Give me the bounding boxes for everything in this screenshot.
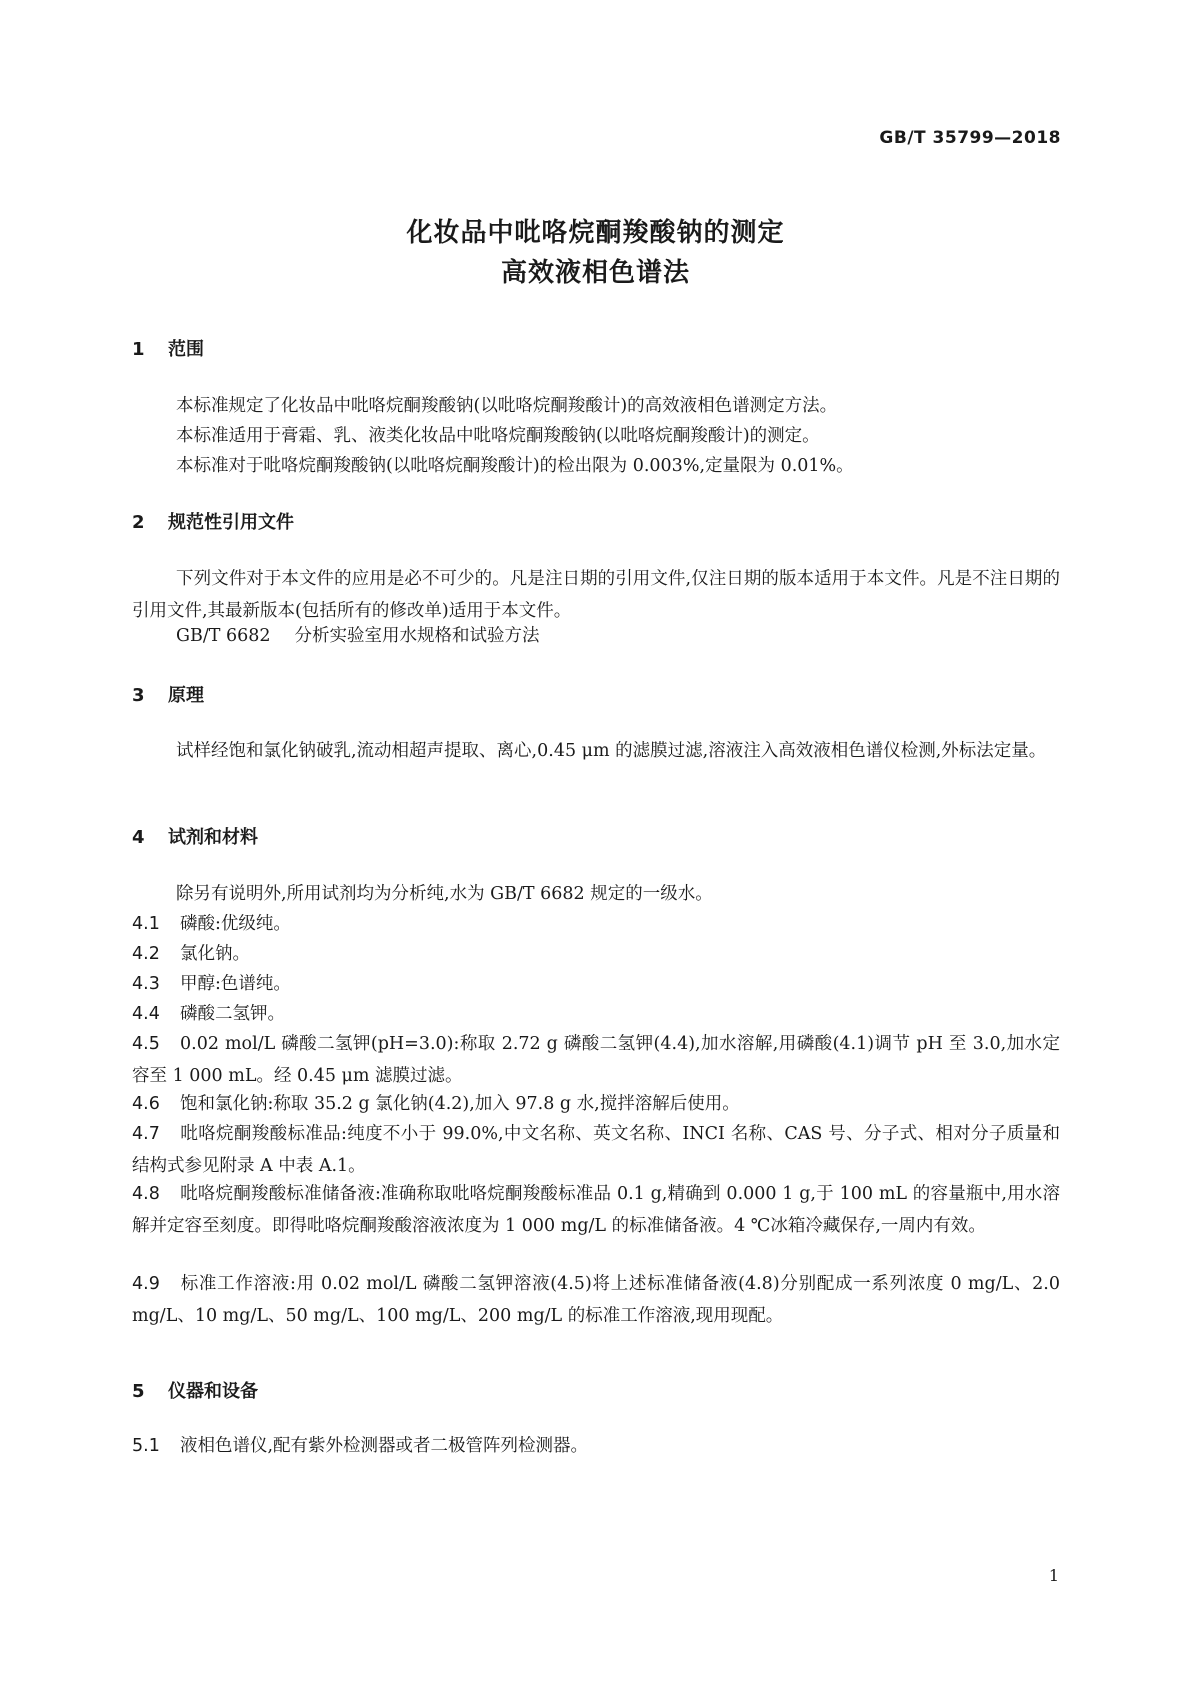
page-number: 1	[1048, 1566, 1059, 1585]
section-heading-scope	[132, 335, 204, 361]
standard-code: GB/T 35799—2018	[879, 128, 1061, 148]
document-title: 化妆品中吡咯烷酮羧酸钠的测定	[406, 218, 785, 248]
section-title: 试剂和材料	[168, 827, 258, 848]
reference-title: 分析实验室用水规格和试验方法	[294, 626, 540, 646]
reference-code: GB/T 6682	[176, 626, 271, 646]
reagent-item: 4.8 吡咯烷酮羧酸标准储备液:准确称取吡咯烷酮羧酸标准品 0.1 g,精确到 0.000 1 g,于 100 mL 的容量瓶中,用水溶解并定容至刻度。即得吡咯烷酮羧酸溶液浓度为 1 000 mg/L 的标准储备液。4 ℃冰箱冷藏保存,一周内有效。	[132, 1184, 1060, 1236]
reagent-item: 4.4 磷酸二氢钾。	[132, 1004, 285, 1024]
scope-line: 本标准适用于膏霜、乳、液类化妆品中吡咯烷酮羧酸钠(以吡咯烷酮羧酸计)的测定。	[176, 426, 820, 446]
section-number: 4	[132, 827, 145, 848]
section-title: 规范性引用文件	[168, 512, 294, 533]
reference-entry	[176, 622, 540, 647]
references-paragraph: 下列文件对于本文件的应用是必不可少的。凡是注日期的引用文件,仅注日期的版本适用于本文件。凡是不注日期的引用文件,其最新版本(包括所有的修改单)适用于本文件。	[132, 569, 1060, 621]
section-number: 2	[132, 512, 145, 533]
reagent-item: 4.1 磷酸:优级纯。	[132, 914, 291, 934]
reagent-item: 4.9 标准工作溶液:用 0.02 mol/L 磷酸二氢钾溶液(4.5)将上述标准储备液(4.8)分别配成一系列浓度 0 mg/L、2.0 mg/L、10 mg/L、50 mg/L、100 mg/L、200 mg/L 的标准工作溶液,现用现配。	[132, 1274, 1060, 1326]
apparatus-item: 5.1 液相色谱仪,配有紫外检测器或者二极管阵列检测器。	[132, 1436, 589, 1456]
section-number: 3	[132, 685, 145, 706]
reagents-intro: 除另有说明外,所用试剂均为分析纯,水为 GB/T 6682 规定的一级水。	[176, 884, 713, 904]
section-title: 范围	[168, 339, 204, 360]
document-subtitle: 高效液相色谱法	[500, 258, 690, 288]
scope-line: 本标准规定了化妆品中吡咯烷酮羧酸钠(以吡咯烷酮羧酸计)的高效液相色谱测定方法。	[176, 396, 838, 416]
reagent-item: 4.3 甲醇:色谱纯。	[132, 974, 291, 994]
scope-line: 本标准对于吡咯烷酮羧酸钠(以吡咯烷酮羧酸计)的检出限为 0.003%,定量限为 0.01%。	[176, 456, 854, 476]
section-title: 原理	[168, 685, 204, 706]
section-heading-reagents	[132, 823, 258, 849]
reagent-item: 4.6 饱和氯化钠:称取 35.2 g 氯化钠(4.2),加入 97.8 g 水,搅拌溶解后使用。	[132, 1094, 740, 1114]
section-heading-normative-references	[132, 508, 294, 534]
section-title: 仪器和设备	[168, 1381, 258, 1402]
section-number: 5	[132, 1381, 145, 1402]
reagent-item: 4.2 氯化钠。	[132, 944, 250, 964]
section-number: 1	[132, 339, 145, 360]
reagent-item: 4.7 吡咯烷酮羧酸标准品:纯度不小于 99.0%,中文名称、英文名称、INCI 名称、CAS 号、分子式、相对分子质量和结构式参见附录 A 中表 A.1。	[132, 1124, 1060, 1176]
principle-paragraph: 试样经饱和氯化钠破乳,流动相超声提取、离心,0.45 μm 的滤膜过滤,溶液注入高效液相色谱仪检测,外标法定量。	[176, 741, 1047, 761]
section-heading-apparatus	[132, 1377, 258, 1403]
section-heading-principle	[132, 681, 204, 707]
reagent-item: 4.5 0.02 mol/L 磷酸二氢钾(pH=3.0):称取 2.72 g 磷酸二氢钾(4.4),加水溶解,用磷酸(4.1)调节 pH 至 3.0,加水定容至 1 000 mL。经 0.45 μm 滤膜过滤。	[132, 1034, 1060, 1086]
